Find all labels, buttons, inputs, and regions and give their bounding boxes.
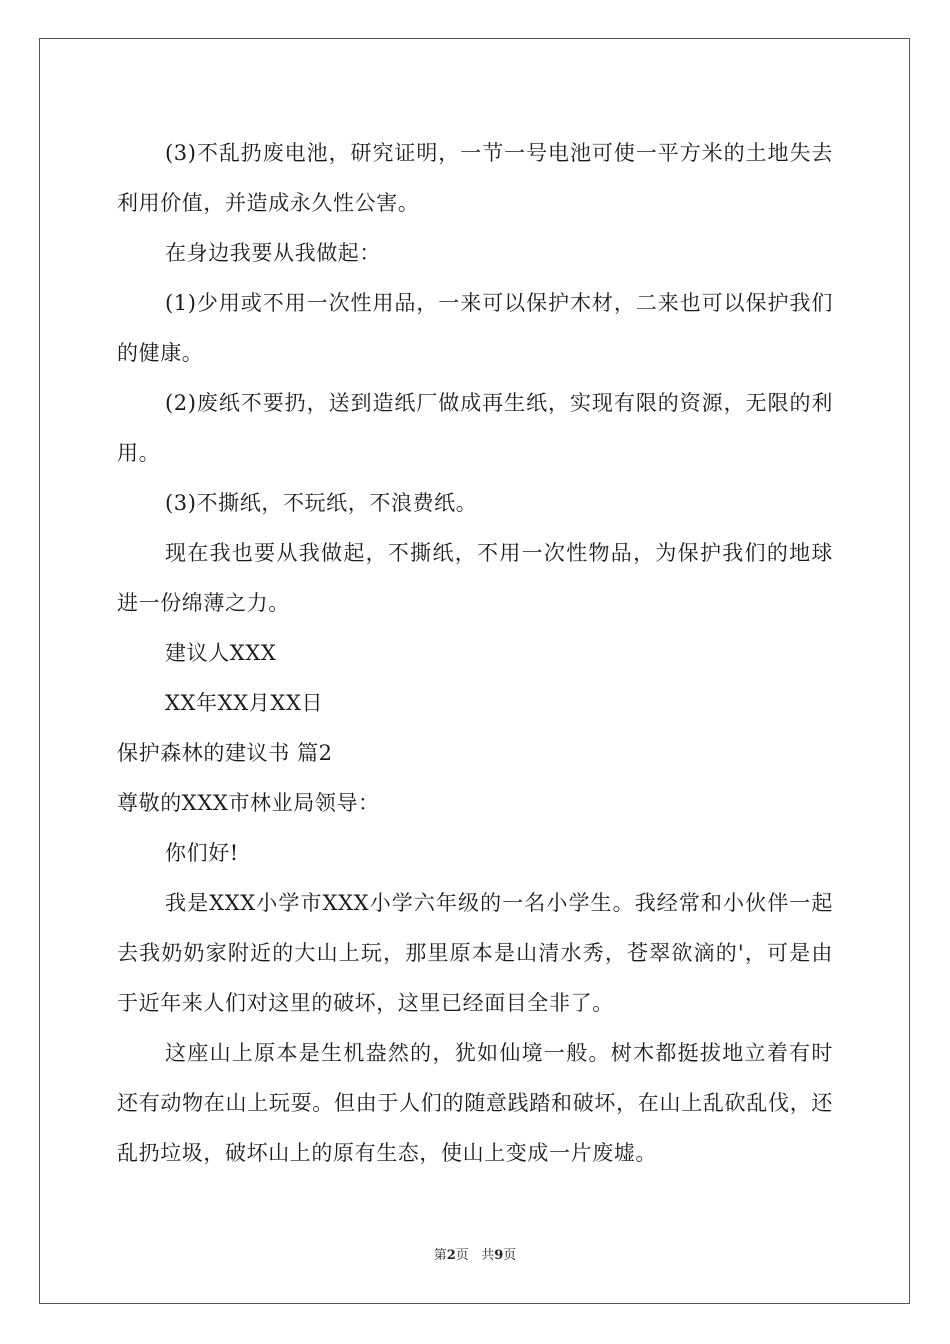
document-body bbox=[117, 128, 833, 1178]
signature-line: 建议人XXX bbox=[165, 641, 277, 665]
total-suffix: 页 bbox=[503, 1248, 517, 1263]
page-current: 2 bbox=[446, 1248, 456, 1263]
paragraph: (3)不乱扔废电池，研究证明，一节一号电池可使一平方米的土地失去利用价值，并造成永久性公害。 bbox=[117, 141, 833, 215]
total-prefix: 共 bbox=[481, 1248, 495, 1263]
paragraph: (2)废纸不要扔，送到造纸厂做成再生纸，实现有限的资源，无限的利用。 bbox=[117, 391, 833, 465]
salutation: 尊敬的XXX市林业局领导： bbox=[117, 791, 380, 815]
page-suffix: 页 bbox=[455, 1248, 469, 1263]
paragraph: 在身边我要从我做起： bbox=[165, 241, 381, 265]
date-line: XX年XX月XX日 bbox=[165, 691, 324, 715]
paragraph: (3)不撕纸，不玩纸，不浪费纸。 bbox=[165, 491, 478, 515]
page-prefix: 第 bbox=[433, 1248, 447, 1263]
page-total: 9 bbox=[494, 1248, 504, 1263]
paragraph: 我是XXX小学市XXX小学六年级的一名小学生。我经常和小伙伴一起去我奶奶家附近的大山上玩，那里原本是山清水秀，苍翠欲滴的'，可是由于近年来人们对这里的破坏，这里已经面目全非了。 bbox=[117, 891, 833, 1015]
paragraph: 现在我也要从我做起，不撕纸，不用一次性物品，为保护我们的地球进一份绵薄之力。 bbox=[117, 541, 833, 615]
greeting: 你们好! bbox=[165, 841, 239, 865]
paragraph: (1)少用或不用一次性用品，一来可以保护木材，二来也可以保护我们的健康。 bbox=[117, 291, 833, 365]
paragraph: 这座山上原本是生机盎然的，犹如仙境一般。树木都挺拔地立着有时还有动物在山上玩耍。但由于人们的随意践踏和破坏，在山上乱砍乱伐，还乱扔垃圾，破坏山上的原有生态，使山上变成一片废墟。 bbox=[117, 1041, 833, 1165]
section-heading: 保护森林的建议书 篇2 bbox=[117, 741, 333, 765]
page-footer bbox=[0, 1248, 950, 1264]
